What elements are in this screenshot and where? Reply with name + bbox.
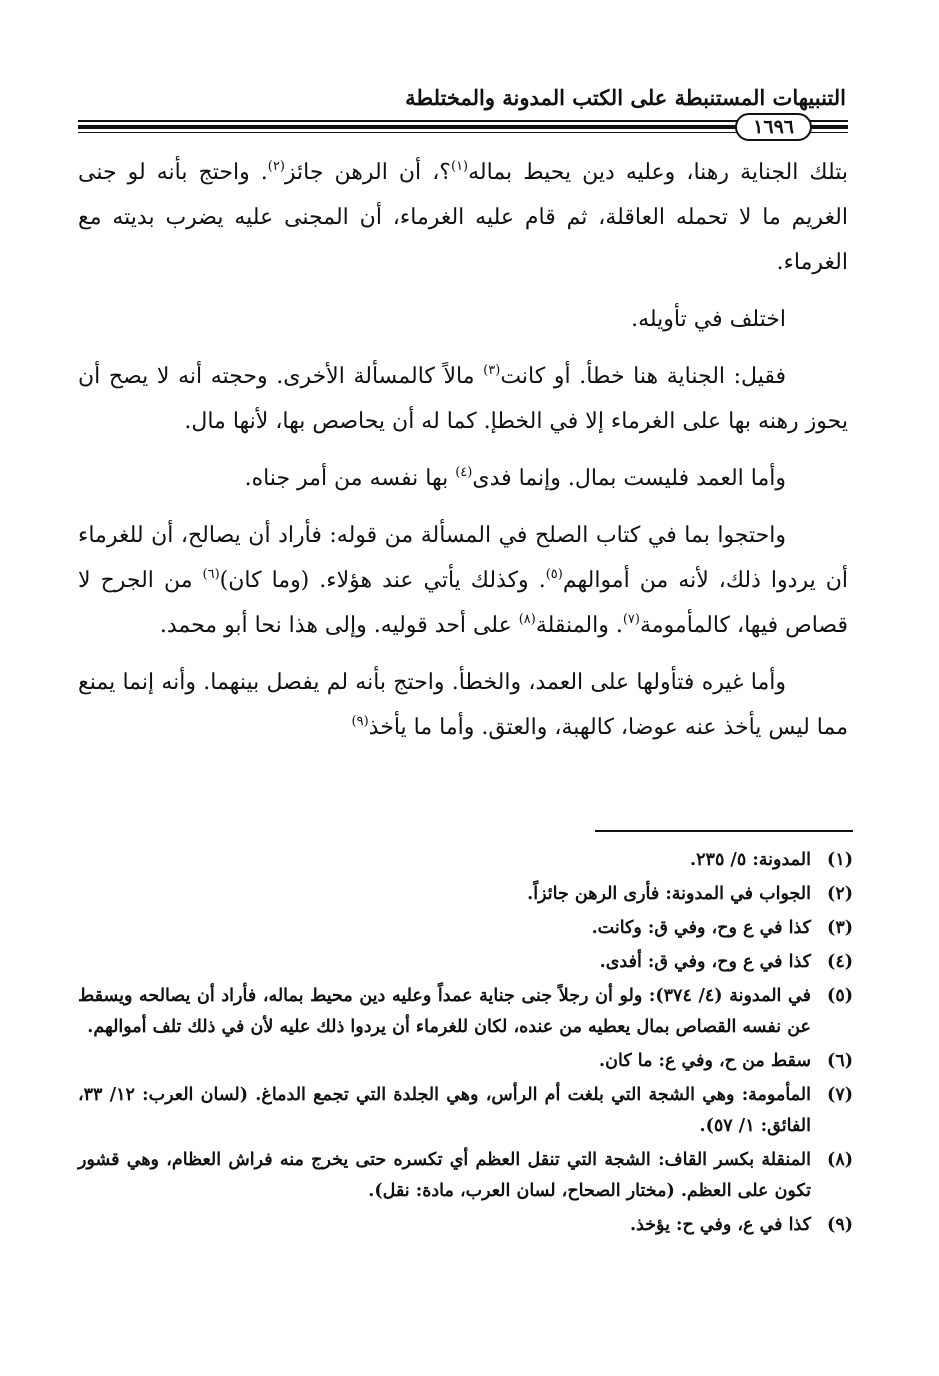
footnote-number: (٦) <box>827 1051 853 1071</box>
footnote-ref-8[interactable]: (٨) <box>518 612 536 627</box>
text-run: . واحتج بأنه لو جنى الغريم ما لا تحمله العاقلة، ثم قام عليه الغرماء، أن المجنى عليه يضرب بديته مع الغرماء. <box>78 160 848 275</box>
footnote-number: (٧) <box>827 1085 853 1105</box>
footnote-ref-1[interactable]: (١) <box>450 159 469 174</box>
footnote-text: كذا في ع وح، وفي ق: وكانت. <box>591 918 811 938</box>
text-run: . والمنقلة <box>535 613 623 638</box>
running-header <box>78 84 848 112</box>
footnote <box>78 913 853 944</box>
footnote <box>78 947 853 978</box>
paragraph-6 <box>78 660 848 750</box>
footnote-ref-2[interactable]: (٢) <box>267 159 285 174</box>
running-header-title: التنبيهات المستنبطة على الكتب المدونة والمختلطة <box>405 85 846 110</box>
paragraph-4 <box>78 456 848 501</box>
header-rule-thick <box>78 125 848 129</box>
footnote-ref-5[interactable]: (٥) <box>545 567 563 582</box>
text-run: بتلك الجناية رهنا، وعليه دين يحيط بماله <box>468 160 848 185</box>
footnote-text: المدونة: ٥/ ٢٣٥. <box>690 850 811 870</box>
text-run: ؟، أن الرهن جائز <box>284 160 451 185</box>
footnote-ref-4[interactable]: (٤) <box>455 465 473 480</box>
footnote-number: (٤) <box>827 952 853 972</box>
footnote-ref-7[interactable]: (٧) <box>622 612 640 627</box>
footnote-number: (١) <box>827 850 853 870</box>
text-run: على أحد قوليه. وإلى هذا نحا أبو محمد. <box>159 613 519 638</box>
footnote-text: الجواب في المدونة: فأرى الرهن جائزاً. <box>527 884 811 904</box>
footnotes <box>78 845 853 1244</box>
footnote-text: المأمومة: وهي الشجة التي بلغت أم الرأس، وهي الجلدة التي تجمع الدماغ. (لسان العرب: ١٢/ ٣٣، الفائق: ١/ ٥٧). <box>78 1085 811 1136</box>
header-rule <box>78 113 848 143</box>
footnote-number: (٥) <box>827 986 853 1006</box>
text-run: مالاً كالمسألة الأخرى. وحجته أنه لا يصح أن يحوز رهنه بها على الغرماء إلا في الخطإ. كما له أن يحاصص بها، لأنها مال. <box>78 364 848 434</box>
footnote-number: (٣) <box>827 918 853 938</box>
footnote-ref-9[interactable]: (٩) <box>351 714 369 729</box>
text-run: بها نفسه من أمر جناه. <box>244 466 456 491</box>
text-run: اختلف في تأويله. <box>631 307 786 332</box>
footnote-text: سقط من ح، وفي ع: ما كان. <box>599 1051 811 1071</box>
page-number: ١٦٩٦ <box>735 113 812 141</box>
footnote-separator <box>595 830 853 832</box>
footnote <box>78 879 853 910</box>
text-run: وأما العمد فليست بمال. وإنما فدى <box>472 466 786 491</box>
footnote-ref-3[interactable]: (٣) <box>483 363 501 378</box>
text-run: وأما غيره فتأولها على العمد، والخطأ. واحتج بأنه لم يفصل بينهما. وأنه إنما يمنع مما ليس يأخذ عنه عوضا، كالهبة، والعتق. وأما ما يأخذ <box>78 670 848 740</box>
footnote-number: (٨) <box>827 1150 853 1170</box>
paragraph-3 <box>78 354 848 444</box>
paragraph-2 <box>78 297 848 342</box>
main-text <box>78 150 848 762</box>
footnote-text: كذا في ع، وفي ح: يؤخذ. <box>629 1215 811 1235</box>
header-rule-bottom <box>78 132 848 133</box>
text-run: واحتجوا بما في كتاب الصلح في المسألة من قوله: فأراد أن يصالح، أن للغرماء أن يردوا ذلك، لأنه من أموالهم <box>78 523 848 593</box>
footnote <box>78 845 853 876</box>
paragraph-1 <box>78 150 848 285</box>
text-run: . وكذلك يأتي عند هؤلاء. (وما كان) <box>219 568 546 593</box>
footnote <box>78 981 853 1043</box>
footnote <box>78 1145 853 1207</box>
text-run: فقيل: الجناية هنا خطأ. أو كانت <box>500 364 786 389</box>
header-rule-thin <box>78 120 848 122</box>
paragraph-5 <box>78 513 848 648</box>
text-run: من الجرح لا قصاص فيها، كالمأمومة <box>78 568 848 638</box>
footnote <box>78 1080 853 1142</box>
footnote-text: المنقلة بكسر القاف: الشجة التي تنقل العظم أي تكسره حتى يخرج منه فراش العظام، وهي قشور تكون على العظم. (مختار الصحاح، لسان العرب، مادة: نقل). <box>78 1150 811 1201</box>
footnote-text: في المدونة (٤/ ٣٧٤): ولو أن رجلاً جنى جناية عمداً وعليه دين محيط بماله، فأراد أن يصالحه ويسقط عن نفسه القصاص بمال يعطيه من عنده، لكان للغرماء أن يردوا ذلك عليه لأن في ذلك تلف أموالهم. <box>78 986 811 1037</box>
footnote <box>78 1046 853 1077</box>
footnote-number: (٩) <box>827 1215 853 1235</box>
footnote-ref-6[interactable]: (٦) <box>202 567 220 582</box>
footnote-text: كذا في ع وح، وفي ق: أفدى. <box>599 952 811 972</box>
footnote-number: (٢) <box>827 884 853 904</box>
footnote <box>78 1210 853 1241</box>
